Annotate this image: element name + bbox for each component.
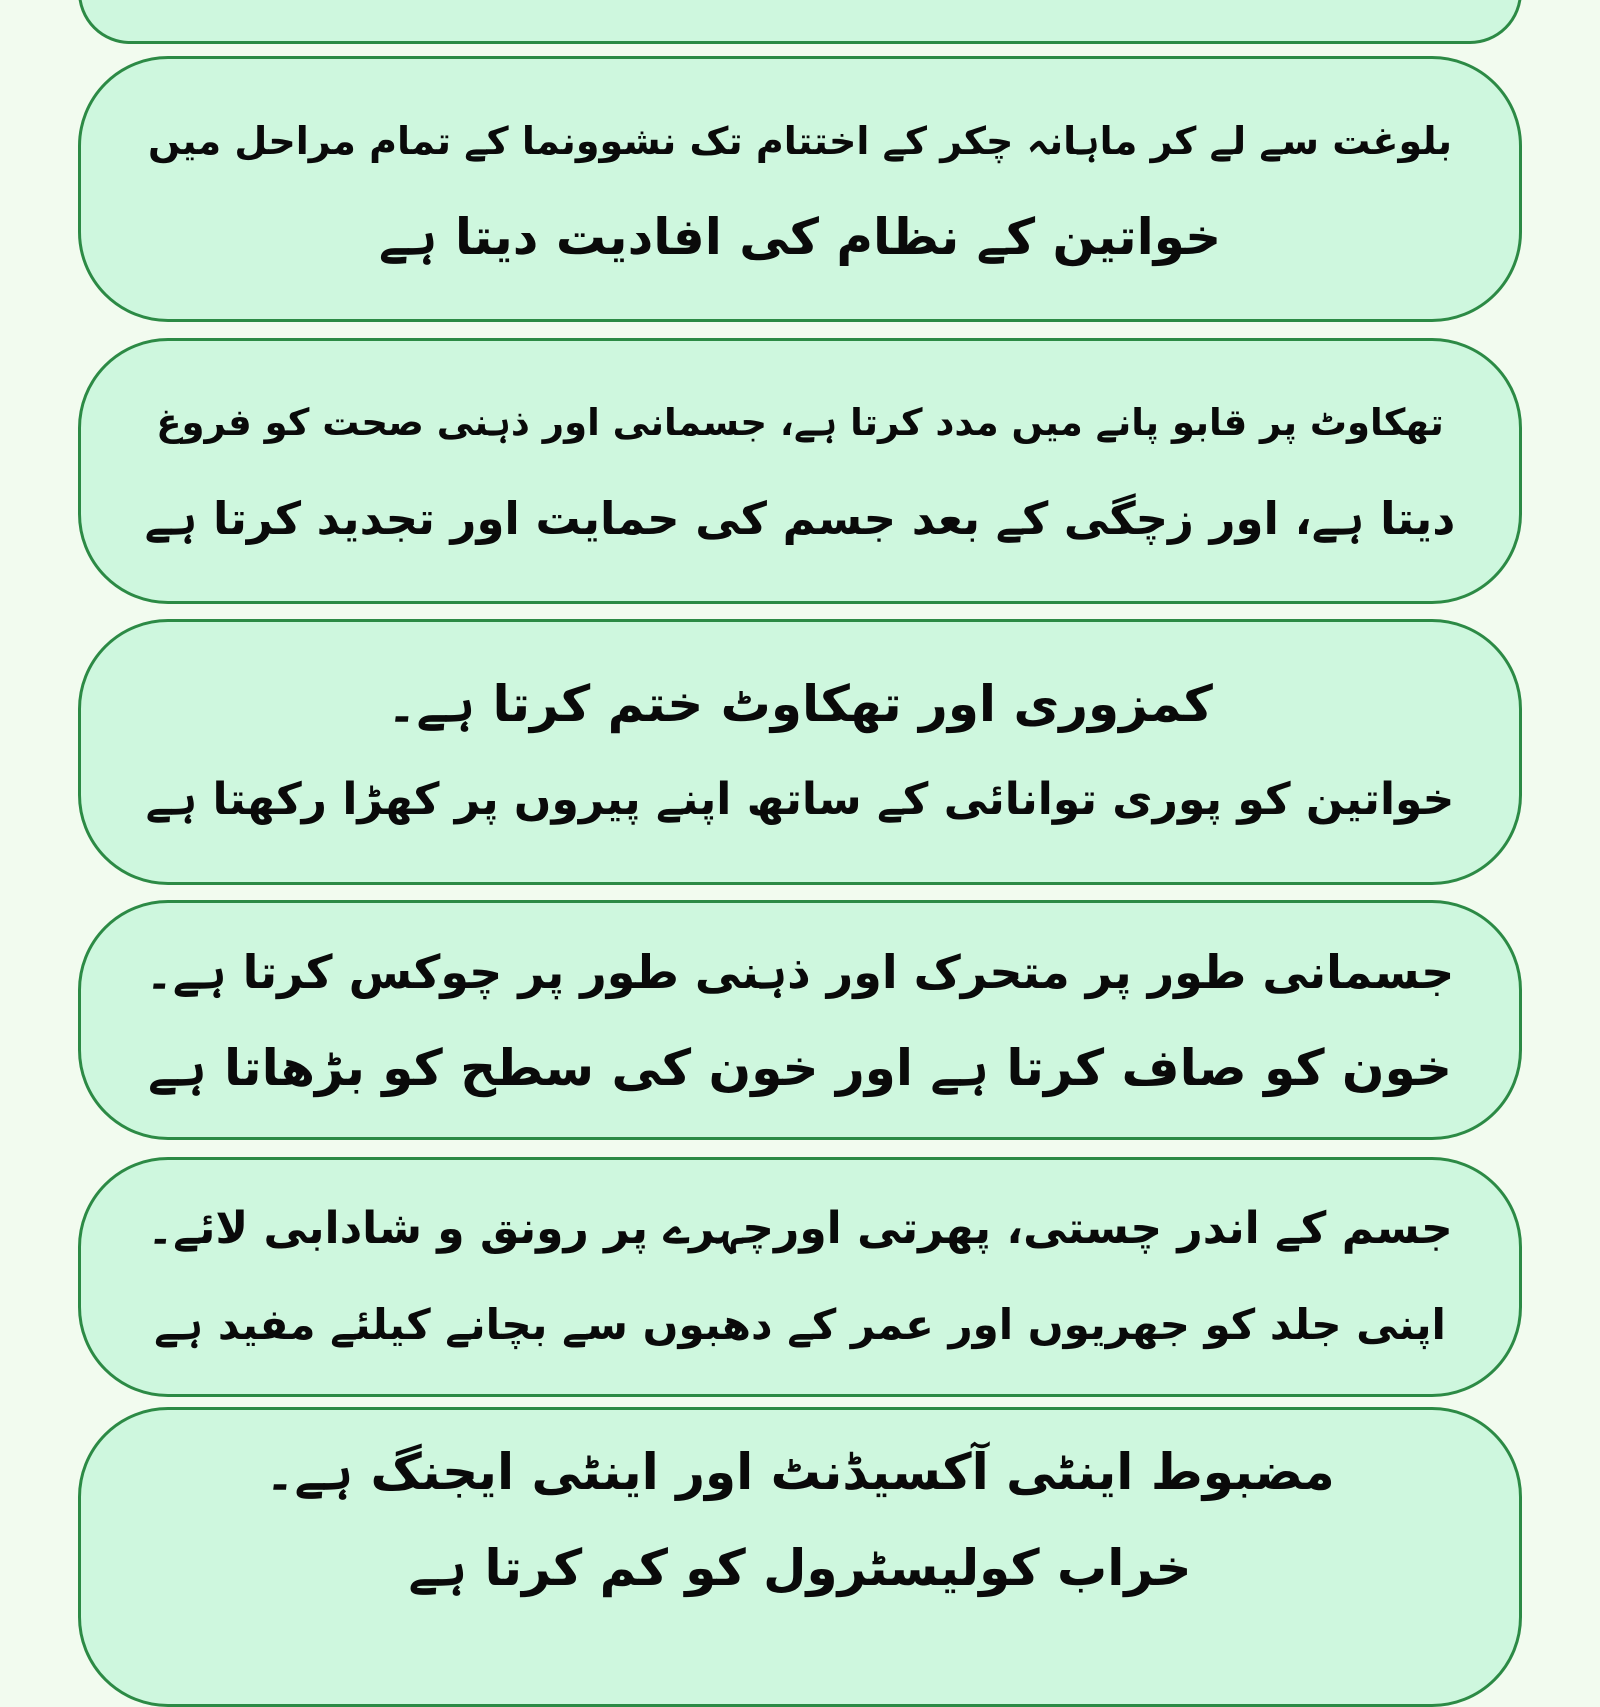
benefit-card (78, 338, 1522, 604)
benefit-text-line: خراب کولیسٹرول کو کم کرتا ہے (408, 1539, 1192, 1597)
benefit-card (78, 0, 1522, 44)
benefit-text-line: مضبوط اینٹی آکسیڈنٹ اور اینٹی ایجنگ ہے۔ (265, 1443, 1335, 1501)
benefit-text-line: تھکاوٹ پر قابو پانے میں مدد کرتا ہے، جسمانی اور ذہنی صحت کو فروغ (156, 401, 1444, 444)
benefit-text-line: جسمانی طور پر متحرک اور ذہنی طور پر چوکس کرتا ہے۔ (145, 945, 1455, 999)
benefit-text-line: جسم کے اندر چستی، پھرتی اورچہرے پر رونق و شادابی لائے۔ (147, 1203, 1453, 1254)
benefit-text-line: کمزوری اور تھکاوٹ ختم کرتا ہے۔ (387, 675, 1213, 733)
benefit-text-line: خواتین کے نظام کی افادیت دیتا ہے (378, 208, 1222, 266)
benefit-card (78, 56, 1522, 322)
benefit-text-line: بلوغت سے لے کر ماہانہ چکر کے اختتام تک نشوونما کے تمام مراحل میں (147, 119, 1453, 163)
benefit-text-line: خون کو صاف کرتا ہے اور خون کی سطح کو بڑھاتا ہے (148, 1039, 1452, 1097)
benefit-card (78, 619, 1522, 885)
benefit-text-line: خواتین کو پوری توانائی کے ساتھ اپنے پیروں پر کھڑا رکھتا ہے (145, 774, 1455, 825)
benefit-card (78, 1407, 1522, 1707)
benefit-card (78, 900, 1522, 1140)
benefit-card (78, 1157, 1522, 1397)
benefit-text-line: دیتا ہے، اور زچگی کے بعد جسم کی حمایت اور تجدید کرتا ہے (144, 492, 1456, 545)
benefit-text-line: اپنی جلد کو جھریوں اور عمر کے دھبوں سے بچانے کیلئے مفید ہے (154, 1300, 1446, 1349)
benefit-card-content (265, 1410, 1335, 1704)
